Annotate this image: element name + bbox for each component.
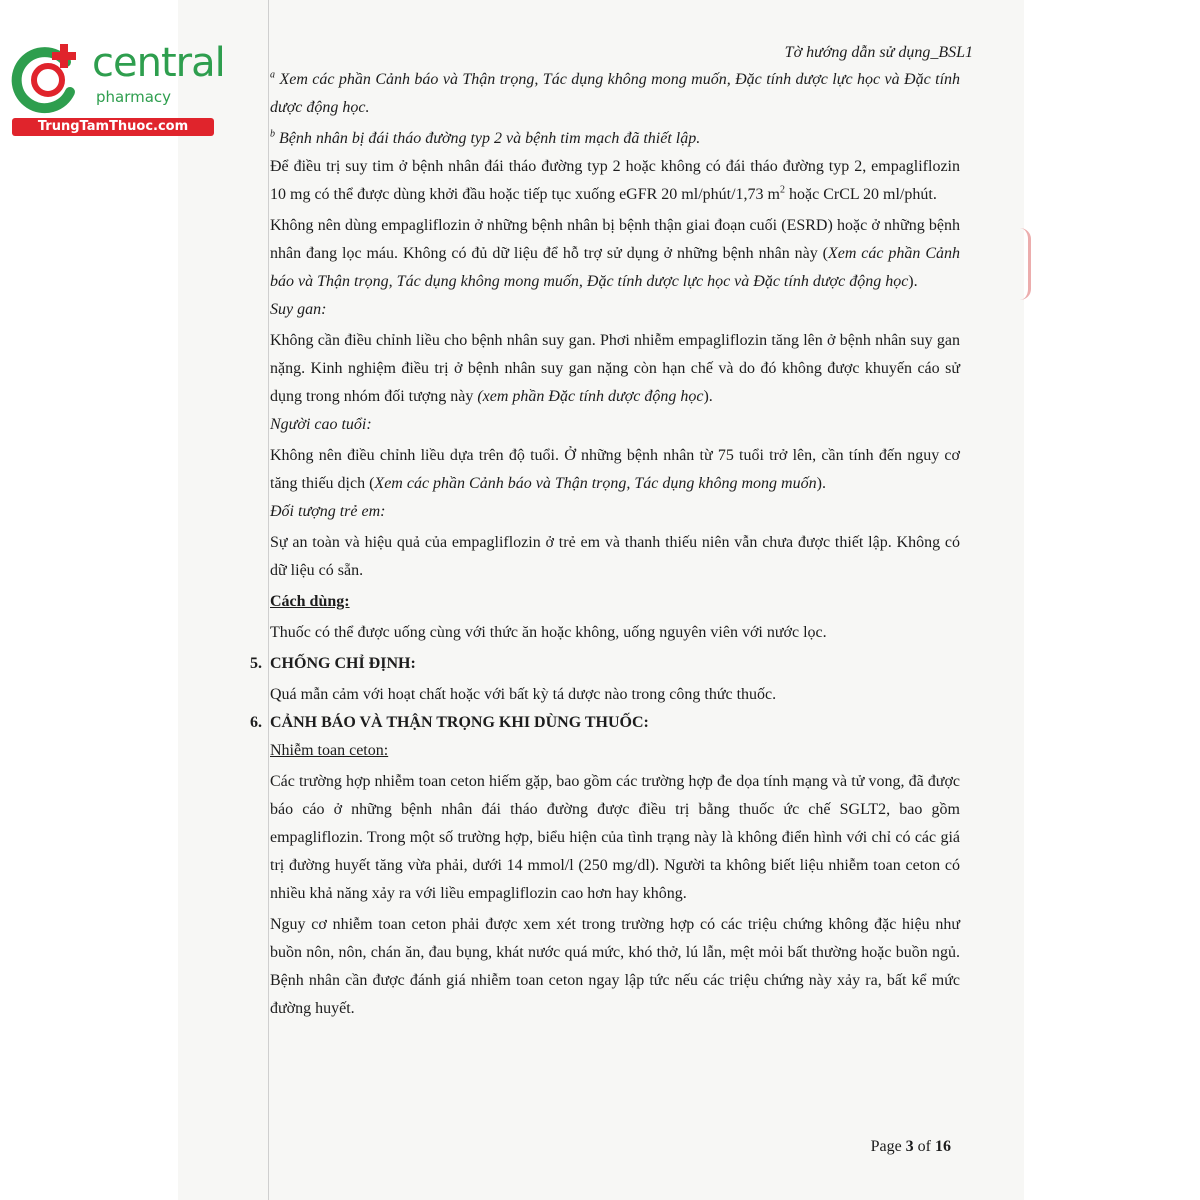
p1-superscript: 2	[779, 184, 785, 196]
p3-text-b: ).	[703, 388, 713, 405]
logo-name: central	[92, 40, 225, 86]
p3-text-a: Không cần điều chỉnh liều cho bệnh nhân suy gan. Phơi nhiễm empagliflozin tăng lên ở bệnh nhân suy gan nặng. Kinh nghiệm điều trị ở bệnh nhân suy gan nặng còn hạn chế và do đó không được khuyến cáo sử dụng trong nhóm đối tượng này	[270, 332, 960, 405]
paragraph-hepatic	[270, 327, 960, 411]
p2-text-b: ).	[908, 273, 918, 290]
page-prefix: Page	[870, 1138, 906, 1155]
footnote-b	[270, 125, 960, 153]
footnote-a	[270, 66, 960, 122]
paragraph-pediatric: Sự an toàn và hiệu quả của empagliflozin ở trẻ em và thanh thiếu niên vẫn chưa được thiết lập. Không có dữ liệu có sẵn.	[270, 534, 960, 579]
paragraph-administration: Thuốc có thể được uống cùng với thức ăn hoặc không, uống nguyên viên với nước lọc.	[270, 624, 827, 641]
subheading-administration: Cách dùng:	[270, 593, 350, 610]
central-pharmacy-logo[interactable]	[8, 36, 225, 140]
pharmacy-cross-icon	[10, 40, 86, 116]
footnote-a-mark: a	[270, 69, 275, 81]
paragraph-esrd	[270, 212, 960, 296]
subheading-elderly: Người cao tuổi:	[270, 416, 372, 433]
p4-text-a: Không nên điều chỉnh liều dựa trên độ tuổi. Ở những bệnh nhân từ 75 tuổi trở lên, cần tính đến nguy cơ tăng thiếu dịch (	[270, 447, 960, 492]
footnote-b-text: Bệnh nhân bị đái tháo đường typ 2 và bệnh tim mạch đã thiết lập.	[279, 130, 701, 147]
page-of: of	[913, 1138, 935, 1155]
subheading-ketoacidosis: Nhiễm toan ceton:	[270, 742, 389, 759]
paragraph-ketoacidosis-2: Nguy cơ nhiễm toan ceton phải được xem xét trong trường hợp có các triệu chứng không đặc hiệu như buồn nôn, nôn, chán ăn, đau bụng, khát nước quá mức, khó thở, lú lẫn, mệt mỏi bất thường hoặc buồn ngủ. Bệnh nhân cần được đánh giá nhiễm toan ceton ngay lập tức nếu các triệu chứng này xảy ra, bất kể mức đường huyết.	[270, 916, 960, 1017]
section-6-title: CẢNH BÁO VÀ THẬN TRỌNG KHI DÙNG THUỐC:	[270, 714, 649, 731]
section-5-title: CHỐNG CHỈ ĐỊNH:	[270, 655, 416, 672]
page-number	[871, 1138, 951, 1156]
paragraph-elderly	[270, 442, 960, 498]
document-body	[250, 66, 961, 1023]
paragraph-heart-failure	[270, 153, 960, 209]
p1-text-b: hoặc CrCL 20 ml/phút.	[784, 186, 937, 203]
p4-text-b: ).	[816, 475, 826, 492]
page-total: 16	[935, 1138, 951, 1155]
paragraph-ketoacidosis-1: Các trường hợp nhiễm toan ceton hiếm gặp, bao gồm các trường hợp đe dọa tính mạng và tử vong, đã được báo cáo ở những bệnh nhân đái tháo đường được điều trị bằng thuốc ức chế SGLT2, bao gồm empagliflozin. Trong một số trường hợp, biểu hiện của tình trạng này là không điển hình với chỉ có các giá trị đường huyết tăng vừa phải, dưới 14 mmol/l (250 mg/dl). Người ta không biết liệu nhiễm toan ceton có nhiều khả năng xảy ra với liều empagliflozin cao hơn hay không.	[270, 773, 960, 902]
p3-italic: (xem phần Đặc tính dược động học	[477, 388, 704, 405]
section-5-heading	[250, 650, 960, 678]
binding-margin-line	[268, 0, 269, 1200]
subheading-hepatic-impairment: Suy gan:	[270, 301, 327, 318]
page-current: 3	[905, 1138, 914, 1155]
footnote-a-text: Xem các phần Cảnh báo và Thận trọng, Tác dụng không mong muốn, Đặc tính dược lực học và Đặc tính dược động học.	[270, 71, 961, 116]
logo-url-banner[interactable]: TrungTamThuoc.com	[12, 118, 214, 136]
p4-italic: Xem các phần Cảnh báo và Thận trọng, Tác dụng không mong muốn	[374, 475, 817, 492]
section-6-heading	[250, 709, 960, 737]
document-header: Tờ hướng dẫn sử dụng_BSL1	[784, 44, 973, 61]
p2-italic: Xem các phần Cảnh báo và Thận trọng, Tác dụng không mong muốn, Đặc tính dược lực học và Đặc tính dược động học	[270, 245, 960, 290]
subheading-pediatric: Đối tượng trẻ em:	[270, 503, 386, 520]
section-5-number: 5.	[250, 655, 262, 672]
p1-text-a: Để điều trị suy tim ở bệnh nhân đái tháo đường typ 2 hoặc không có đái tháo đường typ 2, empagliflozin 10 mg có thể được dùng khởi đầu hoặc tiếp tục xuống eGFR 20 ml/phút/1,73 m	[270, 158, 960, 203]
footnote-b-mark: b	[270, 128, 275, 140]
p2-text-a: Không nên dùng empagliflozin ở những bệnh nhân bị bệnh thận giai đoạn cuối (ESRD) hoặc ở những bệnh nhân đang lọc máu. Không có đủ dữ liệu để hỗ trợ sử dụng ở những bệnh nhân này (	[270, 217, 960, 262]
paragraph-contraindications: Quá mẫn cảm với hoạt chất hoặc với bất kỳ tá dược nào trong công thức thuốc.	[270, 686, 777, 703]
section-6-number: 6.	[250, 714, 262, 731]
red-stamp-edge	[1020, 228, 1031, 300]
logo-subtitle: pharmacy	[96, 88, 172, 106]
